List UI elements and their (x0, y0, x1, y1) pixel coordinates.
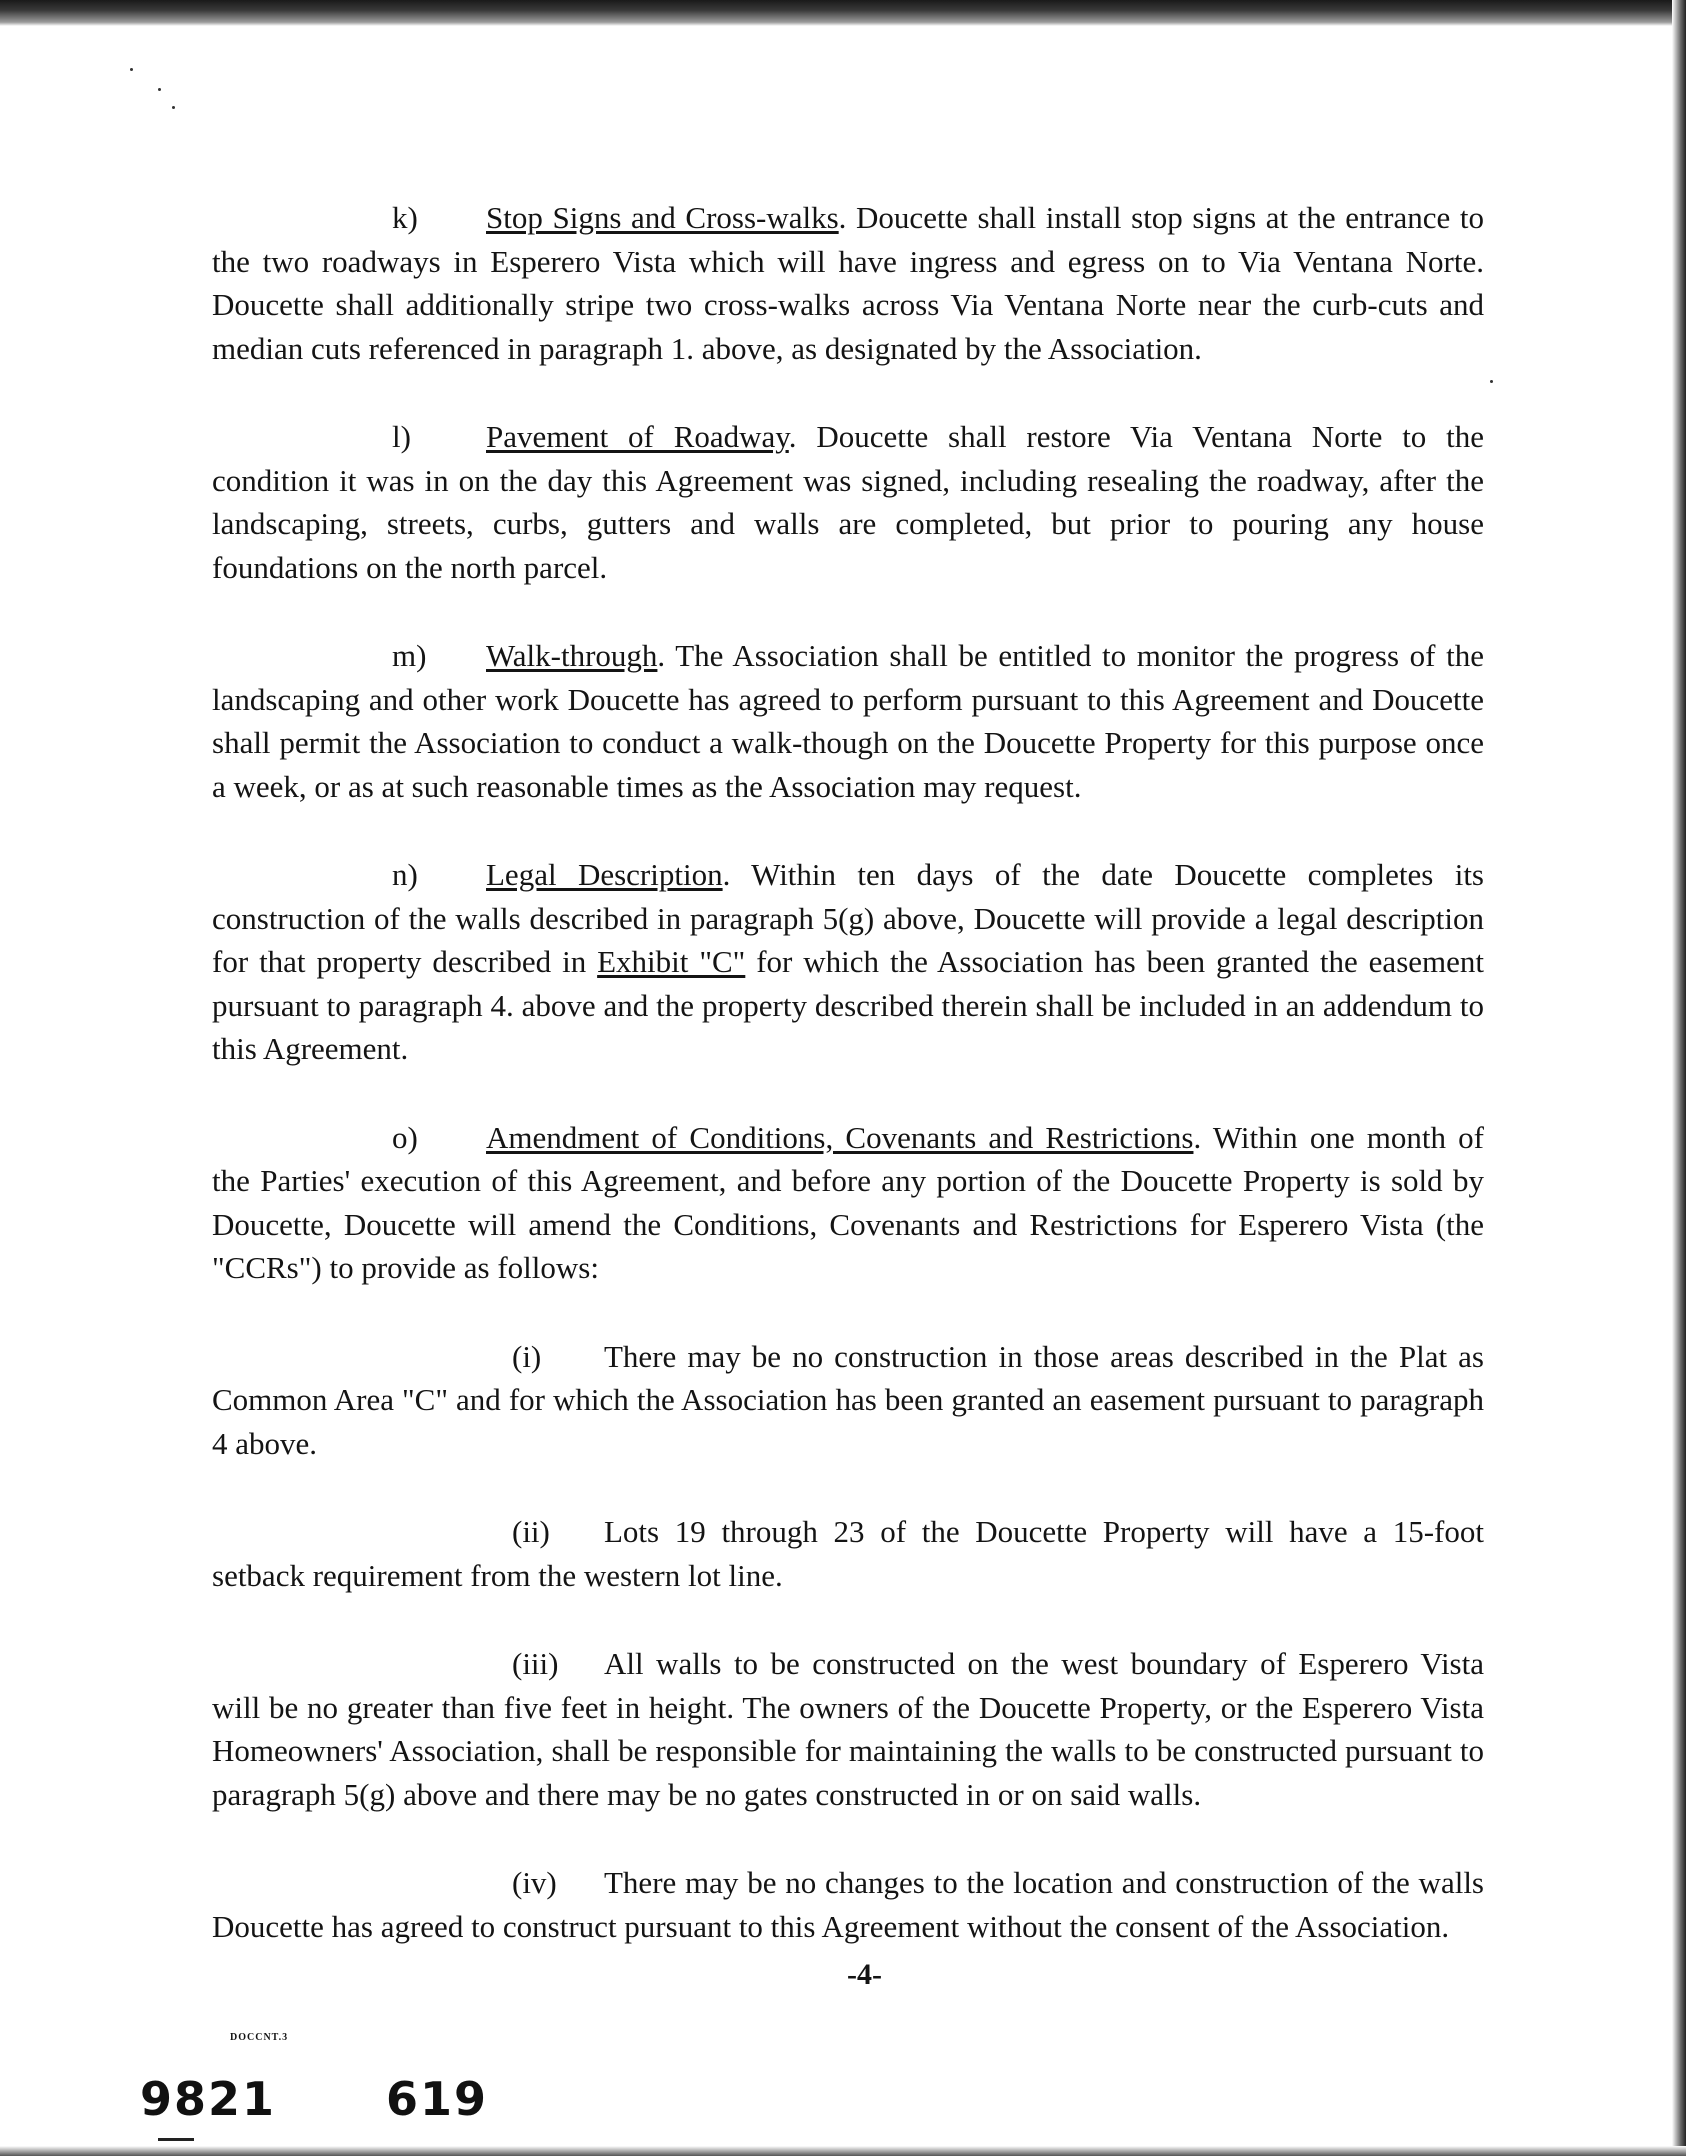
paragraph-text-continued: for which the Association has been granted the easement pursuant to paragraph 4. above and the property described therein shall be included in an addendum to this Agreement. (212, 944, 1484, 1066)
paragraph-label: l) (392, 419, 411, 454)
bates-stamp-left: 9821 (140, 2072, 277, 2126)
scan-speck (172, 106, 175, 109)
scan-border-top (0, 0, 1686, 26)
paragraph-text: . Within ten days of the date Doucette completes its construction of the walls described in paragraph 5(g) above, Doucette will provide a legal description for that property described in (212, 857, 1484, 979)
document-page (212, 196, 1484, 1993)
paragraph-k (212, 196, 1484, 370)
subparagraph-text: There may be no changes to the location and construction of the walls Doucette has agreed to construct pursuant to this Agreement without the consent of the Association. (212, 1865, 1484, 1944)
subparagraph-iii (212, 1642, 1484, 1816)
paragraph-heading: Walk-through (486, 638, 658, 673)
subparagraph-ii (212, 1510, 1484, 1597)
scan-border-bottom (0, 2146, 1686, 2156)
paragraph-label: o) (392, 1119, 418, 1155)
scan-speck (130, 68, 133, 71)
subparagraph-label: (iii) (512, 1646, 559, 1681)
paragraph-heading: Stop Signs and Cross-walks (486, 200, 839, 235)
subparagraph-text: There may be no construction in those areas described in the Plat as Common Area "C" and for which the Association has been granted an easement pursuant to paragraph 4 above. (212, 1338, 1484, 1461)
paragraph-label: k) (392, 200, 418, 235)
page-number: -4- (847, 1958, 882, 1991)
subparagraph-i (212, 1335, 1484, 1466)
stamp-mark (158, 2138, 194, 2141)
paragraph-label: n) (392, 857, 418, 892)
paragraph-heading: Pavement of Roadway (486, 419, 789, 454)
paragraph-text: . The Association shall be entitled to monitor the progress of the landscaping and other work Doucette has agreed to perform pursuant to this Agreement and Doucette shall permit the Association to conduct a walk-though on the Doucette Property for this purpose once a week, or as at such reasonable times as the Association may request. (212, 638, 1484, 804)
paragraph-text: . Doucette shall restore Via Ventana Norte to the condition it was in on the day this Agreement was signed, including resealing the roadway, after the landscaping, streets, curbs, gutters and walls are completed, but prior to pouring any house foundations on the north parcel. (212, 419, 1484, 585)
paragraph-text: . Within one month of the Parties' execution of this Agreement, and before any portion of the Doucette Property is sold by Doucette, Doucette will amend the Conditions, Covenants and Restrictions for Esperero Vista (the "CCRs") to provide as follows: (212, 1119, 1484, 1285)
subparagraph-text: Lots 19 through 23 of the Doucette Property will have a 15-foot setback requirement from the western lot line. (212, 1514, 1484, 1593)
subparagraph-text: All walls to be constructed on the west boundary of Esperero Vista will be no greater than five feet in height. The owners of the Doucette Property, or the Esperero Vista Homeowners' Association, shall be responsible for maintaining the walls to be constructed pursuant to paragraph 5(g) above and there may be no gates constructed in or on said walls. (212, 1646, 1484, 1812)
paragraph-m (212, 634, 1484, 808)
paragraph-n (212, 853, 1484, 1071)
scan-border-right (1672, 0, 1686, 2156)
subparagraph-label: (iv) (512, 1865, 557, 1900)
bates-stamp-right: 619 (386, 2072, 489, 2126)
paragraph-label: m) (392, 638, 427, 673)
paragraph-text: . Doucette shall install stop signs at the entrance to the two roadways in Esperero Vista which will have ingress and egress on to Via Ventana Norte. Doucette shall additionally stripe two cross-walks across Via Ventana Norte near the curb-cuts and median cuts referenced in paragraph 1. above, as designated by the Association. (212, 200, 1484, 366)
subparagraph-label: (i) (512, 1338, 542, 1374)
paragraph-heading: Amendment of Conditions, Covenants and Restrictions (486, 1119, 1194, 1155)
exhibit-reference: Exhibit "C" (597, 944, 746, 979)
subparagraph-label: (ii) (512, 1514, 550, 1549)
subparagraph-iv (212, 1861, 1484, 1948)
document-code: DOCCNT.3 (230, 2032, 289, 2043)
paragraph-l (212, 415, 1484, 589)
scan-speck (1490, 380, 1493, 383)
paragraph-heading: Legal Description (486, 857, 723, 892)
paragraph-o (212, 1116, 1484, 1290)
scan-speck (158, 88, 161, 91)
